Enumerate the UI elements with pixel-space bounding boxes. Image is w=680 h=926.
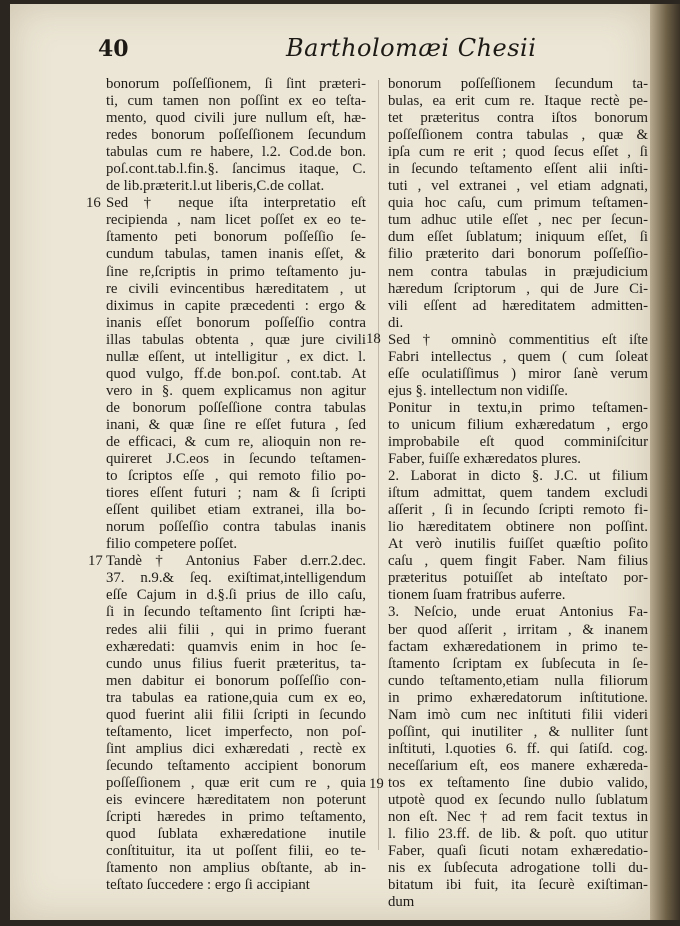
text-line: poſ.cont.tab.l.fin.§. ſancimus itaque, C. [106, 161, 366, 178]
text-line: 37. n.9.& ſeq. exiſtimat,intelligendum [106, 570, 366, 587]
text-line: to ſcriptos eſſe , qui remoto filio po- [106, 468, 366, 485]
text-line: Faber, quaſi ſicuti notam exhæredatio- [388, 843, 648, 860]
text-line: bulas, ea erit cum re. Itaque rectè pe- [388, 93, 648, 110]
text-line: 3. Neſcio, unde eruat Antonius Fa- [388, 604, 648, 621]
text-line: ſecundo teſtamento accipient bonorum [106, 757, 366, 774]
left-column [106, 76, 366, 894]
text-line: neceſſarium eſt, eos manere exhæreda- [388, 757, 648, 774]
text-line: ber quod aſſerit , irritam , & inanem [388, 621, 648, 638]
text-line: de bonorum poſſeſſione contra tabulas [106, 399, 366, 416]
text-line: Ponitur in textu,in primo teſtamen- [388, 399, 648, 416]
text-line: re civili evincentibus hæreditatem , ut [106, 280, 366, 297]
text-line: ſcripti hæredes in primo teſtamento, [106, 809, 366, 826]
text-line: dum [388, 894, 415, 911]
text-line: ſtamento ſcriptam ex ſubſecuta in ſe- [388, 655, 648, 672]
margin-number-17: 17 [88, 553, 103, 569]
text-line: Nam imò cum nec inſtituti filii videri [388, 706, 648, 723]
text-line: Fabri intellectus , quem ( cum ſoleat [388, 348, 648, 365]
text-line: bonorum poſſeſſionem, ſi ſint præteri- [106, 76, 366, 92]
text-line: exhæredati: quamvis enim in hoc ſe- [106, 638, 366, 655]
text-line: tum adhuc utile eſſet , nec per ſecun- [388, 212, 648, 229]
text-line: bonorum poſſeſſionem ſecundum ta- [388, 76, 648, 92]
text-line: ſint amplius dici exhæredati , rectè ex [106, 740, 366, 757]
text-line: vero in §. quem explicamus non agitur [106, 382, 366, 399]
text-line: teſtamento, licet imperfecto, non poſ- [106, 723, 366, 740]
right-column [388, 76, 648, 911]
text-line: tet præteritus contra iſtos bonorum [388, 110, 648, 127]
text-line: tiores eſſent futuri ; nam & ſi ſcripti [106, 485, 366, 502]
running-head: Bartholomæi Chesii [286, 34, 537, 62]
text-line: vili eſſent ad hæreditatem admitten- [388, 297, 648, 314]
text-line: redes bonorum poſſeſſionem ſecundum [106, 127, 366, 144]
text-line: eſſe oculatiſſimus ) miror ſanè verum [388, 365, 648, 382]
text-line: quod ſublata exhæredatione inutile [106, 826, 366, 843]
text-line: tuti , vel extranei , vel etiam adgnati, [388, 178, 648, 195]
text-line: ſine re,ſcriptis in primo teſtamento ju- [106, 263, 366, 280]
text-line: Tandè † Antonius Faber d.err.2.dec. [106, 553, 366, 570]
text-line: cundo teſtamento,etiam nulla filiorum [388, 672, 648, 689]
text-line: factam exhæredationem in primo te- [388, 638, 648, 655]
text-line: teſtato ſuccedere : ergo ſi accipiant [106, 877, 310, 894]
text-line: dum eſſet ſublatum; iniquum eſſet, ſi [388, 229, 648, 246]
text-line: iſtum admittat, quem tandem excludi [388, 485, 648, 502]
text-line: aſſerit , ſi in ſecundo ſcripti remoto fi- [388, 502, 648, 519]
text-line: At verò inutilis fuiſſet quæſtio poſito [388, 536, 648, 553]
text-line: eis evincere hæreditatem non poterunt [106, 791, 366, 808]
text-line: inani, & quæ ſine re eſſet futura , ſed [106, 416, 366, 433]
margin-number-19: 19 [369, 776, 384, 792]
text-line: præteritus potuiſſet ab inteſtato por- [388, 570, 648, 587]
text-line: nis ex ſubſecuta adrogatione tolli du- [388, 860, 648, 877]
text-line: bitatum ibi fuit, ita ſecurè exiſtiman- [388, 877, 648, 894]
text-line: cundum tabulas, tamen inanis eſſet, & [106, 246, 366, 263]
text-line: ſtamento peti bonorum poſſeſſio ſe- [106, 229, 366, 246]
text-line: in primo exhæredatorum inſtitutione. [388, 689, 648, 706]
page-header [86, 30, 606, 74]
page-gutter [650, 4, 680, 920]
text-line: quod fuerint alii filii ſcripti in ſecundo [106, 706, 366, 723]
text-line: tabulas cum re habere, l.2. Cod.de bon. [106, 144, 366, 161]
text-line: hæredum ſcriptorum , qui de Jure Ci- [388, 280, 648, 297]
text-line: nullæ eſſent, ut intelligitur , ex dict. l. [106, 348, 366, 365]
text-line: ipſa cum re erit ; quod ſecus eſſet , ſi [388, 144, 648, 161]
text-line: filio competere poſſet. [106, 536, 238, 553]
text-line: nem contra tabulas in præjudicium [388, 263, 648, 280]
text-line: ejus §. intellectum non vidiſſe. [388, 382, 568, 399]
text-line: ti, cum tamen non poſſint ex eo teſta- [106, 93, 366, 110]
text-line: improbabile eſt quod comminiſcitur [388, 433, 648, 450]
text-line: poſſeſſionem , quæ erit cum re , quia [106, 774, 366, 791]
text-line: inſtituti, l.quoties 6. ff. qui ſatiſd. cog. [388, 740, 648, 757]
text-line: filio præterito dari bonorum poſſeſſio- [388, 246, 648, 263]
text-line: di. [388, 314, 404, 331]
text-line: Sed † neque iſta interpretatio eſt [106, 195, 366, 212]
text-line: inanis eſſet bonorum poſſeſſio contra [106, 314, 366, 331]
text-line: utpotè quod ex ſecundo nullo ſublatum [388, 791, 648, 808]
column-divider [378, 80, 379, 850]
text-line: 2. Laborat in dicto §. J.C. ut filium [388, 468, 648, 485]
text-line: in ſecundo teſtamento eſſent alii inſti- [388, 161, 648, 178]
text-line: illas tabulas obtenta , quæ jure civili [106, 331, 366, 348]
text-line: eſſent quilibet etiam extranei, illa bo- [106, 502, 366, 519]
text-line: Faber, fuiſſe exhæredatos plures. [388, 451, 581, 468]
text-line: quireret J.C.eos in ſecundo teſtamen- [106, 451, 366, 468]
page-number: 40 [98, 36, 129, 62]
text-line: quia hoc caſu, cum primum teſtamen- [388, 195, 648, 212]
text-line: men dabitur ei bonorum poſſeſſio con- [106, 672, 366, 689]
text-line: ſi in ſecundo teſtamento ſint ſcripti hæ- [106, 604, 366, 621]
text-line: mento, quod civili jure nullum eſt, hæ- [106, 110, 366, 127]
text-line: Sed † omninò commentitius eſt iſte [388, 331, 648, 348]
text-line: cundo unus filius fuerit præteritus, ta- [106, 655, 366, 672]
text-line: tos ex teſtamento ſine dubio valido, [388, 774, 648, 791]
text-line: de lib.præterit.l.ut liberis,C.de collat. [106, 178, 325, 195]
margin-number-18: 18 [366, 331, 381, 347]
text-line: diximus in capite præcedenti : ergo & [106, 297, 366, 314]
text-line: recipienda , nam licet poſſet ex eo te- [106, 212, 366, 229]
text-line: conſtituitur, ita ut poſſent filii, eo te- [106, 843, 366, 860]
text-line: ſtamento non amplius obſtante, ab in- [106, 860, 366, 877]
text-line: tra tabulas ea ratione,quia cum ex eo, [106, 689, 366, 706]
text-line: poſſint, qui inutiliter , & nulliter ſunt [388, 723, 648, 740]
text-line: quod vulgo, ff.de bon.poſ. cont.tab. At [106, 365, 366, 382]
text-line: lio hæreditatem obtinere non poſſint. [388, 519, 648, 536]
text-line: tionem ſuam fratribus auferre. [388, 587, 566, 604]
text-line: eſſe Cajum in d.§.ſi prius de illo caſu, [106, 587, 366, 604]
margin-number-16: 16 [86, 195, 101, 211]
text-line: redes alii filii , qui in primo fuerant [106, 621, 366, 638]
text-line: caſu , quem fingit Faber. Nam filius [388, 553, 648, 570]
text-line: norum poſſeſſio contra tabulas inanis [106, 519, 366, 536]
text-line: non eſt. Nec † ad rem facit textus in [388, 809, 648, 826]
text-line: l. filio 23.ff. de lib. & poſt. quo utitur [388, 826, 648, 843]
text-line: de efficaci, & cum re, alioquin non re- [106, 433, 366, 450]
text-line: poſſeſſionem contra tabulas , quæ & [388, 127, 648, 144]
text-line: to unicum filium exhæredatum , ergo [388, 416, 648, 433]
